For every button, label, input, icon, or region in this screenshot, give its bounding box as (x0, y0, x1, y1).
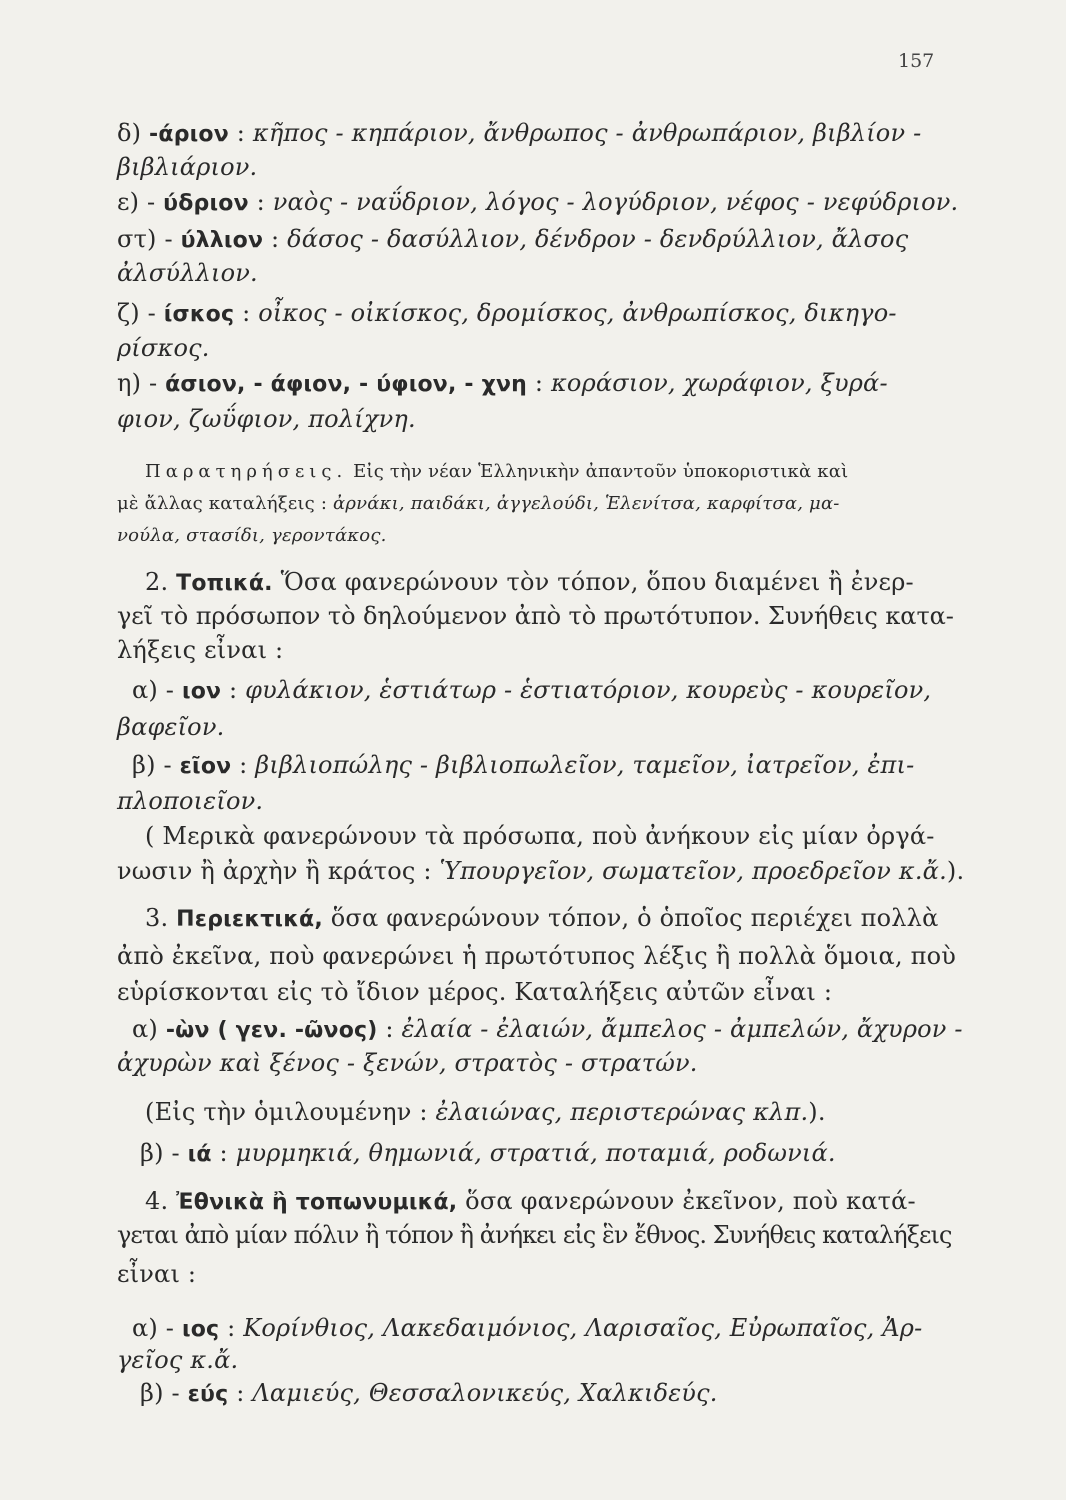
example-words: βιβλιάριον. (117, 153, 258, 181)
separator: : (377, 1015, 402, 1043)
separator: : (231, 751, 256, 779)
text-line (117, 333, 210, 363)
text-line (145, 1186, 916, 1218)
item-label: α) - (132, 1314, 182, 1342)
note-examples: ἀρνάκι, παιδάκι, ἀγγελούδι, Ἑλενίτσα, καρφίτσα, μα- (333, 493, 840, 514)
item-label: η) - (117, 369, 166, 397)
text-line (117, 1220, 951, 1250)
separator: : (234, 299, 259, 327)
text-line (145, 567, 914, 599)
separator: : (228, 119, 253, 147)
suffix: εῖον (179, 754, 232, 779)
example-words: ρίσκος. (117, 334, 210, 362)
example-words: ἀχυρὼν καὶ ξένος - ξενών, στρατὸς - στρατών. (117, 1049, 698, 1077)
text-line (117, 258, 258, 288)
note-text: Εἰς τὴν νέαν Ἑλληνικὴν ἀπαντοῦν ὑποκοριστικὰ καὶ (347, 461, 849, 482)
text-line (117, 118, 921, 150)
separator: : (248, 188, 273, 216)
item-label: α) - (132, 676, 182, 704)
item-label: α) (132, 1015, 166, 1043)
section-title: Τοπικά. (176, 571, 273, 596)
example-words: Κορίνθιος, Λακεδαιμόνιος, Λαρισαῖος, Εὐρωπαῖος, Ἀρ- (243, 1314, 923, 1342)
suffix: ύλλιον (180, 228, 264, 253)
example-words: φιον, ζωΰφιον, πολίχνη. (117, 405, 416, 433)
separator: : (263, 225, 288, 253)
text-line (117, 152, 257, 182)
suffix: ίσκος (163, 302, 235, 327)
body-text: ἀπὸ ἐκεῖνα, ποὺ φανερώνει ἡ πρωτότυπος λέξις ἢ πολλὰ ὅμοια, ποὺ (117, 942, 957, 970)
example-words: βιβλιοπώλης - βιβλιοπωλεῖον, ταμεῖον, ἰατρεῖον, ἐπι- (255, 751, 915, 779)
text-line (140, 1138, 836, 1170)
item-label: ε) - (117, 188, 164, 216)
suffix: εύς (187, 1382, 229, 1407)
section-number: 4. (145, 1187, 177, 1215)
text-line (132, 750, 914, 782)
text-line (117, 601, 954, 631)
text-line (117, 635, 283, 665)
example-words: Λαμιεύς, Θεσσαλονικεύς, Χαλκιδεύς. (252, 1379, 718, 1407)
body-text: νωσιν ἢ ἀρχὴν ἢ κράτος : (117, 857, 440, 885)
note-line (117, 492, 840, 516)
text-line (117, 712, 224, 742)
suffix: -ὼν ( γεν. -ῶνος) (165, 1018, 378, 1043)
item-label: β) - (132, 751, 180, 779)
text-line (117, 1345, 238, 1375)
text-line (117, 856, 964, 886)
text-line (132, 1313, 922, 1345)
note-heading: Παρατηρήσεις. (145, 461, 348, 482)
example-words: ἐλαία - ἐλαιών, ἄμπελος - ἀμπελών, ἄχυρον - (401, 1015, 963, 1043)
example-words: Ὑπουργεῖον, σωματεῖον, προεδρεῖον κ.ἄ. (439, 857, 947, 885)
example-words: γεῖος κ.ἄ. (117, 1346, 239, 1374)
body-text: εὑρίσκονται εἰς τὸ ἴδιον μέρος. Καταλήξεις αὐτῶν εἶναι : (117, 978, 833, 1006)
body-text: ). (808, 1098, 826, 1126)
section-number: 3. (145, 904, 177, 932)
text-line (117, 224, 908, 256)
text-line (117, 1048, 698, 1078)
example-words: δάσος - δασύλλιον, δένδρον - δενδρύλλιον, ἄλσος (287, 225, 909, 253)
example-words: ἀλσύλλιον. (117, 259, 258, 287)
text-line (117, 977, 832, 1007)
body-text: εἶναι : (117, 1260, 197, 1288)
section-title: Περιεκτικά, (176, 907, 323, 932)
text-line (117, 941, 956, 971)
text-line (117, 298, 897, 330)
note-text: μὲ ἄλλας καταλήξεις : (117, 493, 334, 514)
text-line (117, 1259, 196, 1289)
text-line (117, 786, 263, 816)
example-words: βαφεῖον. (117, 713, 225, 741)
text-line (145, 821, 935, 851)
section-title: Ἐθνικὰ ἢ τοπωνυμικά, (176, 1190, 458, 1215)
item-label: ζ) - (117, 299, 164, 327)
text-line (117, 404, 416, 434)
text-line (140, 1378, 718, 1410)
example-words: φυλάκιον, ἑστιάτωρ - ἑστιατόριον, κουρεὺς - κουρεῖον, (245, 676, 932, 704)
body-text: γεῖ τὸ πρόσωπον τὸ δηλούμενον ἀπὸ τὸ πρωτότυπον. Συνήθεις κατα- (117, 602, 954, 630)
example-words: κοράσιον, χωράφιον, ξυρά- (550, 369, 888, 397)
separator: : (221, 676, 246, 704)
body-text: ὅσα φανερώνουν τόπον, ὁ ὁποῖος περιέχει πολλὰ (322, 904, 939, 932)
body-text: (Εἰς τὴν ὁμιλουμένην : (145, 1098, 436, 1126)
item-label: στ) - (117, 225, 181, 253)
separator: : (211, 1139, 236, 1167)
example-words: κῆπος - κηπάριον, ἄνθρωπος - ἀνθρωπάριον, βιβλίον - (252, 119, 922, 147)
separator: : (527, 369, 551, 397)
text-line (145, 1097, 826, 1127)
body-text: γεται ἀπὸ μίαν πόλιν ἢ τόπον ἢ ἀνήκει εἰς ἓν ἔθνος. Συνήθεις καταλήξεις (117, 1221, 952, 1249)
body-text: ( Μερικὰ φανερώνουν τὰ πρόσωπα, ποὺ ἀνήκουν εἰς μίαν ὀργά- (145, 822, 935, 850)
example-words: ναὸς - ναΰδριον, λόγος - λογύδριον, νέφος - νεφύδριον. (272, 188, 959, 216)
suffix: ιον (181, 679, 222, 704)
body-text: Ὅσα φανερώνουν τὸν τόπον, ὅπου διαμένει ἢ ἐνερ- (272, 568, 914, 596)
note-line (145, 460, 848, 484)
text-line (145, 903, 939, 935)
item-label: δ) (117, 119, 150, 147)
note-examples: νούλα, στασίδι, γεροντάκος. (117, 525, 387, 546)
text-line (132, 675, 931, 707)
example-words: οἶκος - οἰκίσκος, δρομίσκος, ἀνθρωπίσκος, δικηγο- (258, 299, 897, 327)
suffix: ιά (187, 1142, 212, 1167)
body-text: ). (946, 857, 965, 885)
suffix: άσιον, - άφιον, - ύφιον, - χνη (165, 372, 528, 397)
separator: : (228, 1379, 253, 1407)
note-line (117, 524, 387, 548)
body-text: λήξεις εἶναι : (117, 636, 284, 664)
separator: : (219, 1314, 244, 1342)
example-words: μυρμηκιά, θημωνιά, στρατιά, ποταμιά, ροδωνιά. (235, 1139, 836, 1167)
suffix: ιος (181, 1317, 220, 1342)
example-words: ἐλαιώνας, περιστερώνας κλπ. (435, 1098, 809, 1126)
page-number: 157 (898, 50, 935, 72)
section-number: 2. (145, 568, 177, 596)
text-line (117, 368, 888, 400)
item-label: β) - (140, 1139, 188, 1167)
item-label: β) - (140, 1379, 188, 1407)
body-text: ὅσα φανερώνουν ἐκεῖνον, ποὺ κατά- (457, 1187, 916, 1215)
text-line (117, 187, 958, 219)
suffix: ύδριον (163, 191, 249, 216)
suffix: -άριον (149, 122, 229, 147)
example-words: πλοποιεῖον. (117, 787, 264, 815)
text-line (132, 1014, 963, 1046)
